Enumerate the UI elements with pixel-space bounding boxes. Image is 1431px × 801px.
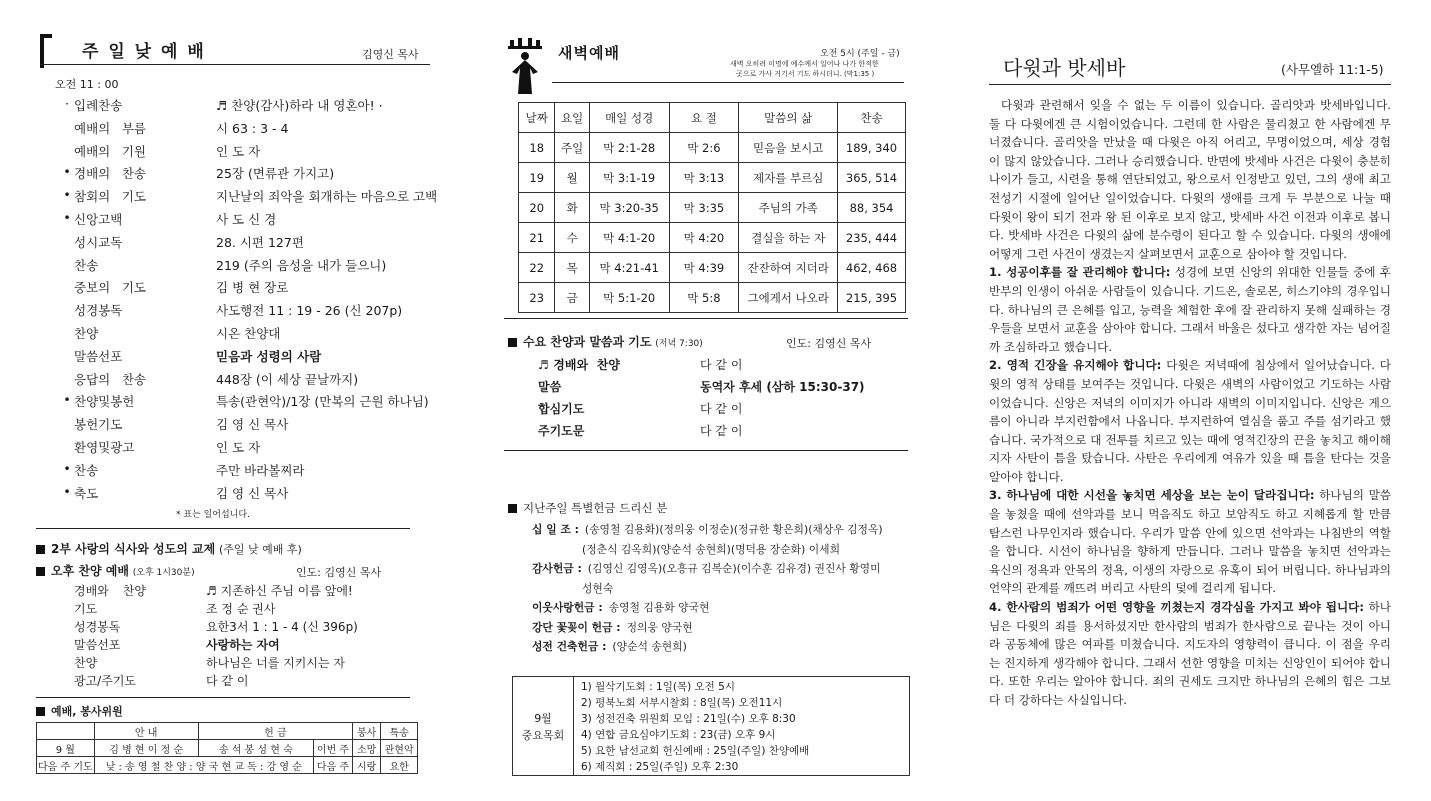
order-row [0, 347, 440, 369]
dawn-worship-column [490, 0, 920, 801]
sermon-reference: (사무엘하 11:1-5) [1281, 62, 1384, 77]
point-body: 다윗은 저녁때에 침상에서 일어났습니다. 다윗의 영적 상태를 보여주는 것입니다. 다윗은 새벽의 사람이었고 기도하는 사람이었습니다. 신앙은 저녁의 이미지가 아니라 새벽의 이미지입니다. 신앙은 게으름이 아니라 부지런함에서 나옵니다. 부지런하여 열심을 품고 주를 섬기라고 했습니다. 국가적으로 대 전투를 치르고 있는 때에 영적긴장의 끈을 놓치고 해이해지자 사탄이 틈을 탔습니다. 사탄은 우리에게 여유가 있을 때 틈을 탄다는 것을 알아야 합니다. [989, 358, 1391, 484]
dawn-cell: 주님의 가족 [739, 193, 838, 223]
square-bullet-icon [508, 504, 517, 513]
dawn-cell: 215, 395 [838, 283, 906, 313]
offering-names: (정춘식 김옥희)(양순석 송현희)(명덕용 장순화) 이세희 [582, 542, 841, 556]
servants-row: 9 월 김 병 현 이 정 순 송 석 봉 성 현 숙 이번 주 소망 관현악 [37, 740, 418, 757]
sermon-body [989, 96, 1391, 710]
sunday-time: 오전 11 : 00 [55, 78, 119, 91]
afternoon-value: 하나님은 너를 지키시는 자 [206, 656, 345, 670]
sermon-point [989, 598, 1391, 710]
sermon-intro: 다윗과 관련해서 잊을 수 없는 두 이름이 있습니다. 골리앗과 밧세바입니다. 둘 다 다윗에겐 큰 시험이었습니다. 그런데 한 사람은 물리쳤고 한 사람에겐 무너졌습니다. 골리앗을 만났을 때 다윗은 아직 어리고, 무명이었으며, 세상 경험이 많지 않았습니다. 그러나 승리했습니다. 반면에 밧세바 사건은 다윗이 충분히 나이가 들고, 시련을 통해 연단되었고, 왕으로서 인정받고 있던, 그의 생애 최고 전성기 시절에 일어난 일이었습니다. 다윗의 생애를 크게 두 부분으로 나눌 때 다윗이 왕이 되기 전과 왕 된 이후로 보지 않고, 밧세바 사건 이전과 이후로 봅니다. 밧세바 사건은 다윗의 삶에 분수령이 된다고 할 수 있습니다. 다윗의 생애에 어떻게 그런 사건이 생겼는지 살펴보면서 교훈으로 삼아야 할 것입니다. [989, 98, 1391, 261]
dawn-time: 오전 5시 (주일 - 금) [820, 49, 900, 59]
wednesday-label: 말씀 [538, 380, 562, 394]
order-value: 믿음과 성령의 사람 [216, 348, 322, 364]
dawn-row [519, 163, 906, 193]
dawn-cell: 막 4:1-20 [589, 223, 669, 253]
servants-heading: 예배, 봉사위원 [36, 703, 123, 719]
dawn-cell: 막 4:21-41 [589, 253, 669, 283]
dawn-cell: 화 [555, 193, 589, 223]
order-label: 중보의 기도 [74, 280, 146, 296]
sunday-pastor: 김영신 목사 [362, 48, 419, 61]
order-label: 환영및광고 [74, 440, 135, 455]
choir-robe-icon [508, 38, 542, 94]
month-sublabel: 중요목회 [521, 729, 565, 742]
order-row [0, 324, 440, 346]
dawn-reading-table [518, 102, 906, 313]
dawn-row [519, 193, 906, 223]
afternoon-value: 요한3서 1 : 1 - 4 (신 396p) [206, 620, 358, 634]
dawn-cell: 결실을 하는 자 [739, 223, 838, 253]
offering-label: 감사헌금 : [532, 562, 582, 575]
dawn-cell: 목 [555, 253, 589, 283]
dawn-cell: 막 3:1-19 [589, 163, 669, 193]
order-label: 찬송 [74, 462, 99, 478]
dawn-cell: 막 4:39 [669, 253, 739, 283]
servants-head-row [37, 723, 418, 740]
order-row [0, 164, 440, 186]
dawn-cell: 막 5:8 [669, 283, 739, 313]
offering-row [582, 581, 962, 596]
sermon-point [989, 263, 1391, 356]
order-label: 성시교독 [74, 234, 123, 250]
square-bullet-icon [36, 545, 45, 554]
dawn-col-head: 요 절 [669, 103, 739, 133]
divider [36, 697, 410, 698]
afternoon-value: 사랑하는 자여 [206, 638, 280, 652]
bullet: · [65, 96, 69, 111]
monthly-item: 2) 평북노회 서부시찰회 : 8일(목) 오전11시 [581, 697, 783, 709]
dawn-cell: 189, 340 [838, 133, 906, 163]
dawn-row [519, 283, 906, 313]
wednesday-label: 합심기도 [538, 402, 585, 416]
wednesday-value: 다 같 이 [700, 424, 743, 438]
afternoon-label: 경배와 찬양 [74, 584, 146, 598]
offering-row [532, 522, 912, 537]
offering-names: 정의웅 양국현 [626, 620, 693, 634]
order-row [0, 370, 440, 392]
wednesday-value: 다 같 이 [700, 358, 743, 372]
order-value: 지난날의 죄악을 회개하는 마음으로 고백 [216, 189, 438, 205]
point-body: 하나님의 말씀을 놓쳤을 때에 선악과를 보니 먹음직도 하고 보암직도 하고 지혜롭게 할 만큼 탐스런 나무인지라 했습니다. 우리가 말씀 안에 있으면 선악과는 나침반의 역할을 합니다. 시선이 하나님을 향하게 만듭니다. 그러나 말씀을 놓치면 선악과는 육신의 정욕과 안목의 정욕, 이생의 자랑으로 유혹이 되어 버립니다. 하나님과의 언약의 관계를 깨뜨려 버리고 사탄의 덫에 걸리게 됩니다. [989, 488, 1391, 596]
order-label: 신앙고백 [74, 212, 123, 227]
bullet: • [63, 210, 71, 225]
afternoon-label: 기도 [74, 602, 98, 616]
order-value: 25장 (면류관 가지고) [216, 166, 335, 182]
order-row [0, 96, 440, 118]
square-bullet-icon [36, 707, 45, 716]
order-label: 예배의 부름 [74, 120, 146, 136]
order-label: 찬송 [74, 257, 99, 273]
point-heading: 4. 한사람의 범죄가 어떤 영향을 끼쳤는지 경각심을 가지고 봐야 됩니다: [989, 600, 1365, 615]
order-label: 봉헌기도 [74, 417, 123, 433]
order-value: ♬ 찬양(감사)하라 내 영혼아! · [216, 98, 383, 113]
order-value: 김 영 신 목사 [216, 485, 289, 501]
part2-heading: 2부 사랑의 식사와 성도의 교제 (주일 낮 예배 후) [36, 540, 302, 557]
title-rule [989, 84, 1391, 85]
month-label: 9월 [534, 712, 552, 725]
order-row [0, 392, 440, 414]
monthly-item: 1) 월삭기도회 : 1일(목) 오전 5시 [581, 681, 735, 693]
dawn-worship-title: 새벽예배 [558, 44, 620, 62]
sermon-points [989, 263, 1391, 709]
bullet: • [63, 460, 71, 476]
order-value: 시 63 : 3 - 4 [216, 120, 289, 136]
dawn-col-head: 말씀의 삶 [739, 103, 838, 133]
dawn-col-head: 요일 [555, 103, 589, 133]
sunday-worship-title: 주 일 낮 예 배 [82, 42, 206, 62]
bullet: • [63, 483, 71, 499]
wednesday-value: 동역자 후세 (삼하 15:30-37) [700, 380, 865, 394]
afternoon-value: ♬ 지존하신 주님 이름 앞에! [206, 584, 353, 598]
order-row [0, 301, 440, 323]
dawn-cell: 수 [555, 223, 589, 253]
order-row [0, 119, 440, 141]
dawn-cell: 잔잔하여 지더라 [739, 253, 838, 283]
order-value: 28. 시편 127편 [216, 234, 304, 250]
sermon-point [989, 486, 1391, 598]
order-label: 찬양 [74, 326, 99, 341]
dawn-verse-line2: 곳으로 가사 거기서 기도 하시더니. (막1:35 ) [736, 70, 875, 78]
dawn-cell: 월 [555, 163, 589, 193]
wednesday-value: 다 같 이 [700, 402, 743, 416]
order-value: 인 도 자 [216, 143, 261, 159]
order-value: 사도행전 11 : 19 - 26 (신 207p) [216, 303, 403, 319]
dawn-cell: 365, 514 [838, 163, 906, 193]
dawn-col-head: 날짜 [519, 103, 555, 133]
monthly-item: 5) 요한 남선교회 헌신예배 : 25일(주일) 찬양예배 [581, 745, 810, 757]
dawn-cell: 막 3:20-35 [589, 193, 669, 223]
dawn-cell: 462, 468 [838, 253, 906, 283]
head-service: 봉사 [353, 723, 381, 740]
dawn-cell: 20 [519, 193, 555, 223]
point-heading: 1. 성공이후를 잘 관리해야 합니다: [989, 265, 1171, 280]
offering-names: (김영신 김영옥)(오흥규 김복순)(이수훈 김유경) 권진사 황영미 [587, 562, 881, 575]
afternoon-heading: 오후 찬양 예배 (오후 1시30분) [36, 562, 195, 579]
afternoon-label: 성경봉독 [74, 620, 121, 634]
dawn-table-body [519, 133, 906, 313]
sermon-title: 다윗과 밧세바 [1003, 56, 1126, 80]
title-bracket [40, 34, 52, 68]
afternoon-row [0, 672, 440, 694]
order-row [0, 142, 440, 164]
dawn-cell: 88, 354 [838, 193, 906, 223]
order-row [0, 210, 440, 232]
order-label: 경배의 찬송 [74, 166, 146, 182]
wednesday-heading: 수요 찬양과 말씀과 기도 (저녁 7:30) [508, 333, 703, 350]
divider [504, 318, 908, 319]
head-usher: 안 내 [94, 723, 198, 740]
order-row [0, 256, 440, 278]
offering-label: 강단 꽃꽂이 헌금 : [532, 620, 621, 634]
head-special: 특송 [381, 723, 418, 740]
dawn-cell: 금 [555, 283, 589, 313]
offering-label: 이웃사랑헌금 : [532, 601, 603, 614]
wednesday-label: 주기도문 [538, 424, 585, 438]
dawn-row [519, 253, 906, 283]
order-value: 김 영 신 목사 [216, 417, 289, 433]
dawn-verse-line1: 새벽 오히려 미명에 예수께서 일어나 나가 한적한 [730, 60, 879, 68]
order-row [0, 484, 440, 506]
order-value: 특송(관현악)/1장 (만복의 근원 하나님) [216, 394, 429, 410]
offering-names: 성현숙 [582, 581, 614, 595]
head-offering: 헌 금 [198, 723, 352, 740]
afternoon-value: 조 정 순 권사 [206, 602, 276, 616]
dawn-cell: 22 [519, 253, 555, 283]
order-label: 찬양및봉헌 [74, 394, 135, 410]
footnote: * 표는 일어섭니다. [176, 510, 250, 520]
offering-row [532, 561, 912, 576]
sermon-column [975, 0, 1415, 801]
point-body: 하나님은 다윗의 죄를 용서하셨지만 한사람의 범죄가 한사람으로 끝나는 것이 아니라 공동체에 많은 여파를 미쳤습니다. 지도자의 영향력이 큽니다. 이 점을 우리는 진지하게 생각해야 합니다. 그래서 선한 영향을 미치는 신앙인이 되어야 합니다. 또한 우리는 알아야 합니다. 죄의 권세도 크지만 하나님의 은혜의 힘은 그보다 더 강하다는 사실입니다. [989, 600, 1391, 707]
monthly-item: 4) 연합 금요심야기도회 : 23(금) 오후 9시 [581, 729, 776, 741]
order-row [0, 415, 440, 437]
servants-table [36, 722, 418, 774]
order-value: 인 도 자 [216, 440, 261, 455]
point-heading: 3. 하나님에 대한 시선을 놓치면 세상을 보는 눈이 달라집니다: [989, 488, 1315, 503]
order-label: 입례찬송 [74, 98, 123, 113]
offering-names: (양순석 송현희) [612, 640, 687, 653]
order-label: 예배의 기원 [74, 143, 146, 159]
offering-row [532, 600, 912, 615]
monthly-item: 6) 제직회 : 25일(주일) 오후 2:30 [581, 761, 739, 773]
wednesday-label: ♬경배와 찬양 [538, 358, 620, 372]
bullet: • [63, 392, 71, 408]
order-row [0, 438, 440, 460]
offering-label: 십 일 조 : [532, 523, 579, 536]
offering-row [532, 639, 912, 654]
offering-row [582, 542, 962, 557]
afternoon-label: 광고/주기도 [74, 674, 137, 688]
point-body: 성경에 보면 신앙의 위대한 인물들 중에 후반부의 인생이 아쉬운 사람들이 있습니다. 기드온, 솔로몬, 히스기야의 경우입니다. 하나님의 큰 은혜를 입고, 능력을 체험한 후에 잘 관리하지 못해 실패하는 경우들을 보면서 교훈을 삼아야 합니다. 그래서 바울은 섰다고 생각한 자는 넘어질까 조심하라고 했습니다. [989, 265, 1391, 354]
dawn-row [519, 223, 906, 253]
dawn-cell: 그에게서 나오라 [739, 283, 838, 313]
dawn-cell: 19 [519, 163, 555, 193]
sunday-worship-column [0, 0, 440, 801]
dawn-row [519, 133, 906, 163]
order-row [0, 187, 440, 209]
dawn-col-head: 매일 성경 [589, 103, 669, 133]
offering-heading: 지난주일 특별헌금 드리신 분 [508, 500, 667, 516]
order-label: 성경봉독 [74, 303, 123, 319]
order-label: 말씀선포 [74, 348, 123, 364]
dawn-cell: 18 [519, 133, 555, 163]
order-row [0, 278, 440, 300]
title-rule [552, 82, 904, 83]
order-label: 축도 [74, 485, 99, 501]
offering-label: 성전 건축헌금 : [532, 640, 607, 653]
dawn-cell: 막 2:6 [669, 133, 739, 163]
order-value: 주만 바라볼찌라 [216, 462, 305, 478]
dawn-cell: 막 2:1-28 [589, 133, 669, 163]
afternoon-leader: 인도: 김영신 목사 [296, 566, 382, 579]
dawn-table-head [519, 103, 906, 133]
order-row [0, 233, 440, 255]
dawn-cell: 23 [519, 283, 555, 313]
afternoon-label: 말씀선포 [74, 638, 121, 652]
sermon-point [989, 356, 1391, 486]
offering-row [532, 620, 912, 635]
bullet: • [63, 164, 71, 180]
dawn-cell: 막 3:35 [669, 193, 739, 223]
offering-names: (송영철 김용화)(정의웅 이정순)(정규한 황은희)(채상우 김정옥) [584, 523, 883, 536]
offering-names: 송영철 김용화 양국현 [608, 601, 710, 614]
order-value: 시온 찬양대 [216, 326, 281, 341]
dawn-cell: 믿음을 보시고 [739, 133, 838, 163]
dawn-cell: 막 5:1-20 [589, 283, 669, 313]
divider [504, 450, 908, 451]
dawn-cell: 막 4:20 [669, 223, 739, 253]
order-row [0, 461, 440, 483]
dawn-cell: 235, 444 [838, 223, 906, 253]
dawn-cell: 주일 [555, 133, 589, 163]
wednesday-leader: 인도: 김영신 목사 [786, 337, 872, 350]
divider [36, 528, 410, 529]
afternoon-label: 찬양 [74, 656, 98, 670]
title-rule [40, 64, 430, 65]
dawn-col-head: 찬송 [838, 103, 906, 133]
order-value: 448장 (이 세상 끝날까지) [216, 371, 359, 387]
order-label: 응답의 찬송 [74, 371, 146, 387]
square-bullet-icon [36, 567, 45, 576]
afternoon-value: 다 같 이 [206, 674, 249, 688]
dawn-cell: 21 [519, 223, 555, 253]
bullet: • [63, 187, 71, 203]
monthly-item: 3) 성전건축 위원회 모임 : 21일(수) 오후 8:30 [581, 713, 796, 725]
monthly-box [512, 676, 910, 776]
point-heading: 2. 영적 긴장을 유지해야 합니다: [989, 358, 1162, 373]
order-value: 사 도 신 경 [216, 212, 277, 227]
square-bullet-icon [508, 338, 517, 347]
servants-row: 다음 주 기도 낮 : 송 영 철 찬 양 : 양 국 현 교 독 : 강 영 순 다음 주 시랑 요한 [37, 757, 418, 774]
order-value: 219 (주의 음성을 내가 들으니) [216, 257, 387, 273]
dawn-cell: 막 3:13 [669, 163, 739, 193]
order-value: 김 병 현 장로 [216, 280, 289, 296]
dawn-cell: 제자를 부르심 [739, 163, 838, 193]
order-label: 참회의 기도 [74, 189, 146, 205]
